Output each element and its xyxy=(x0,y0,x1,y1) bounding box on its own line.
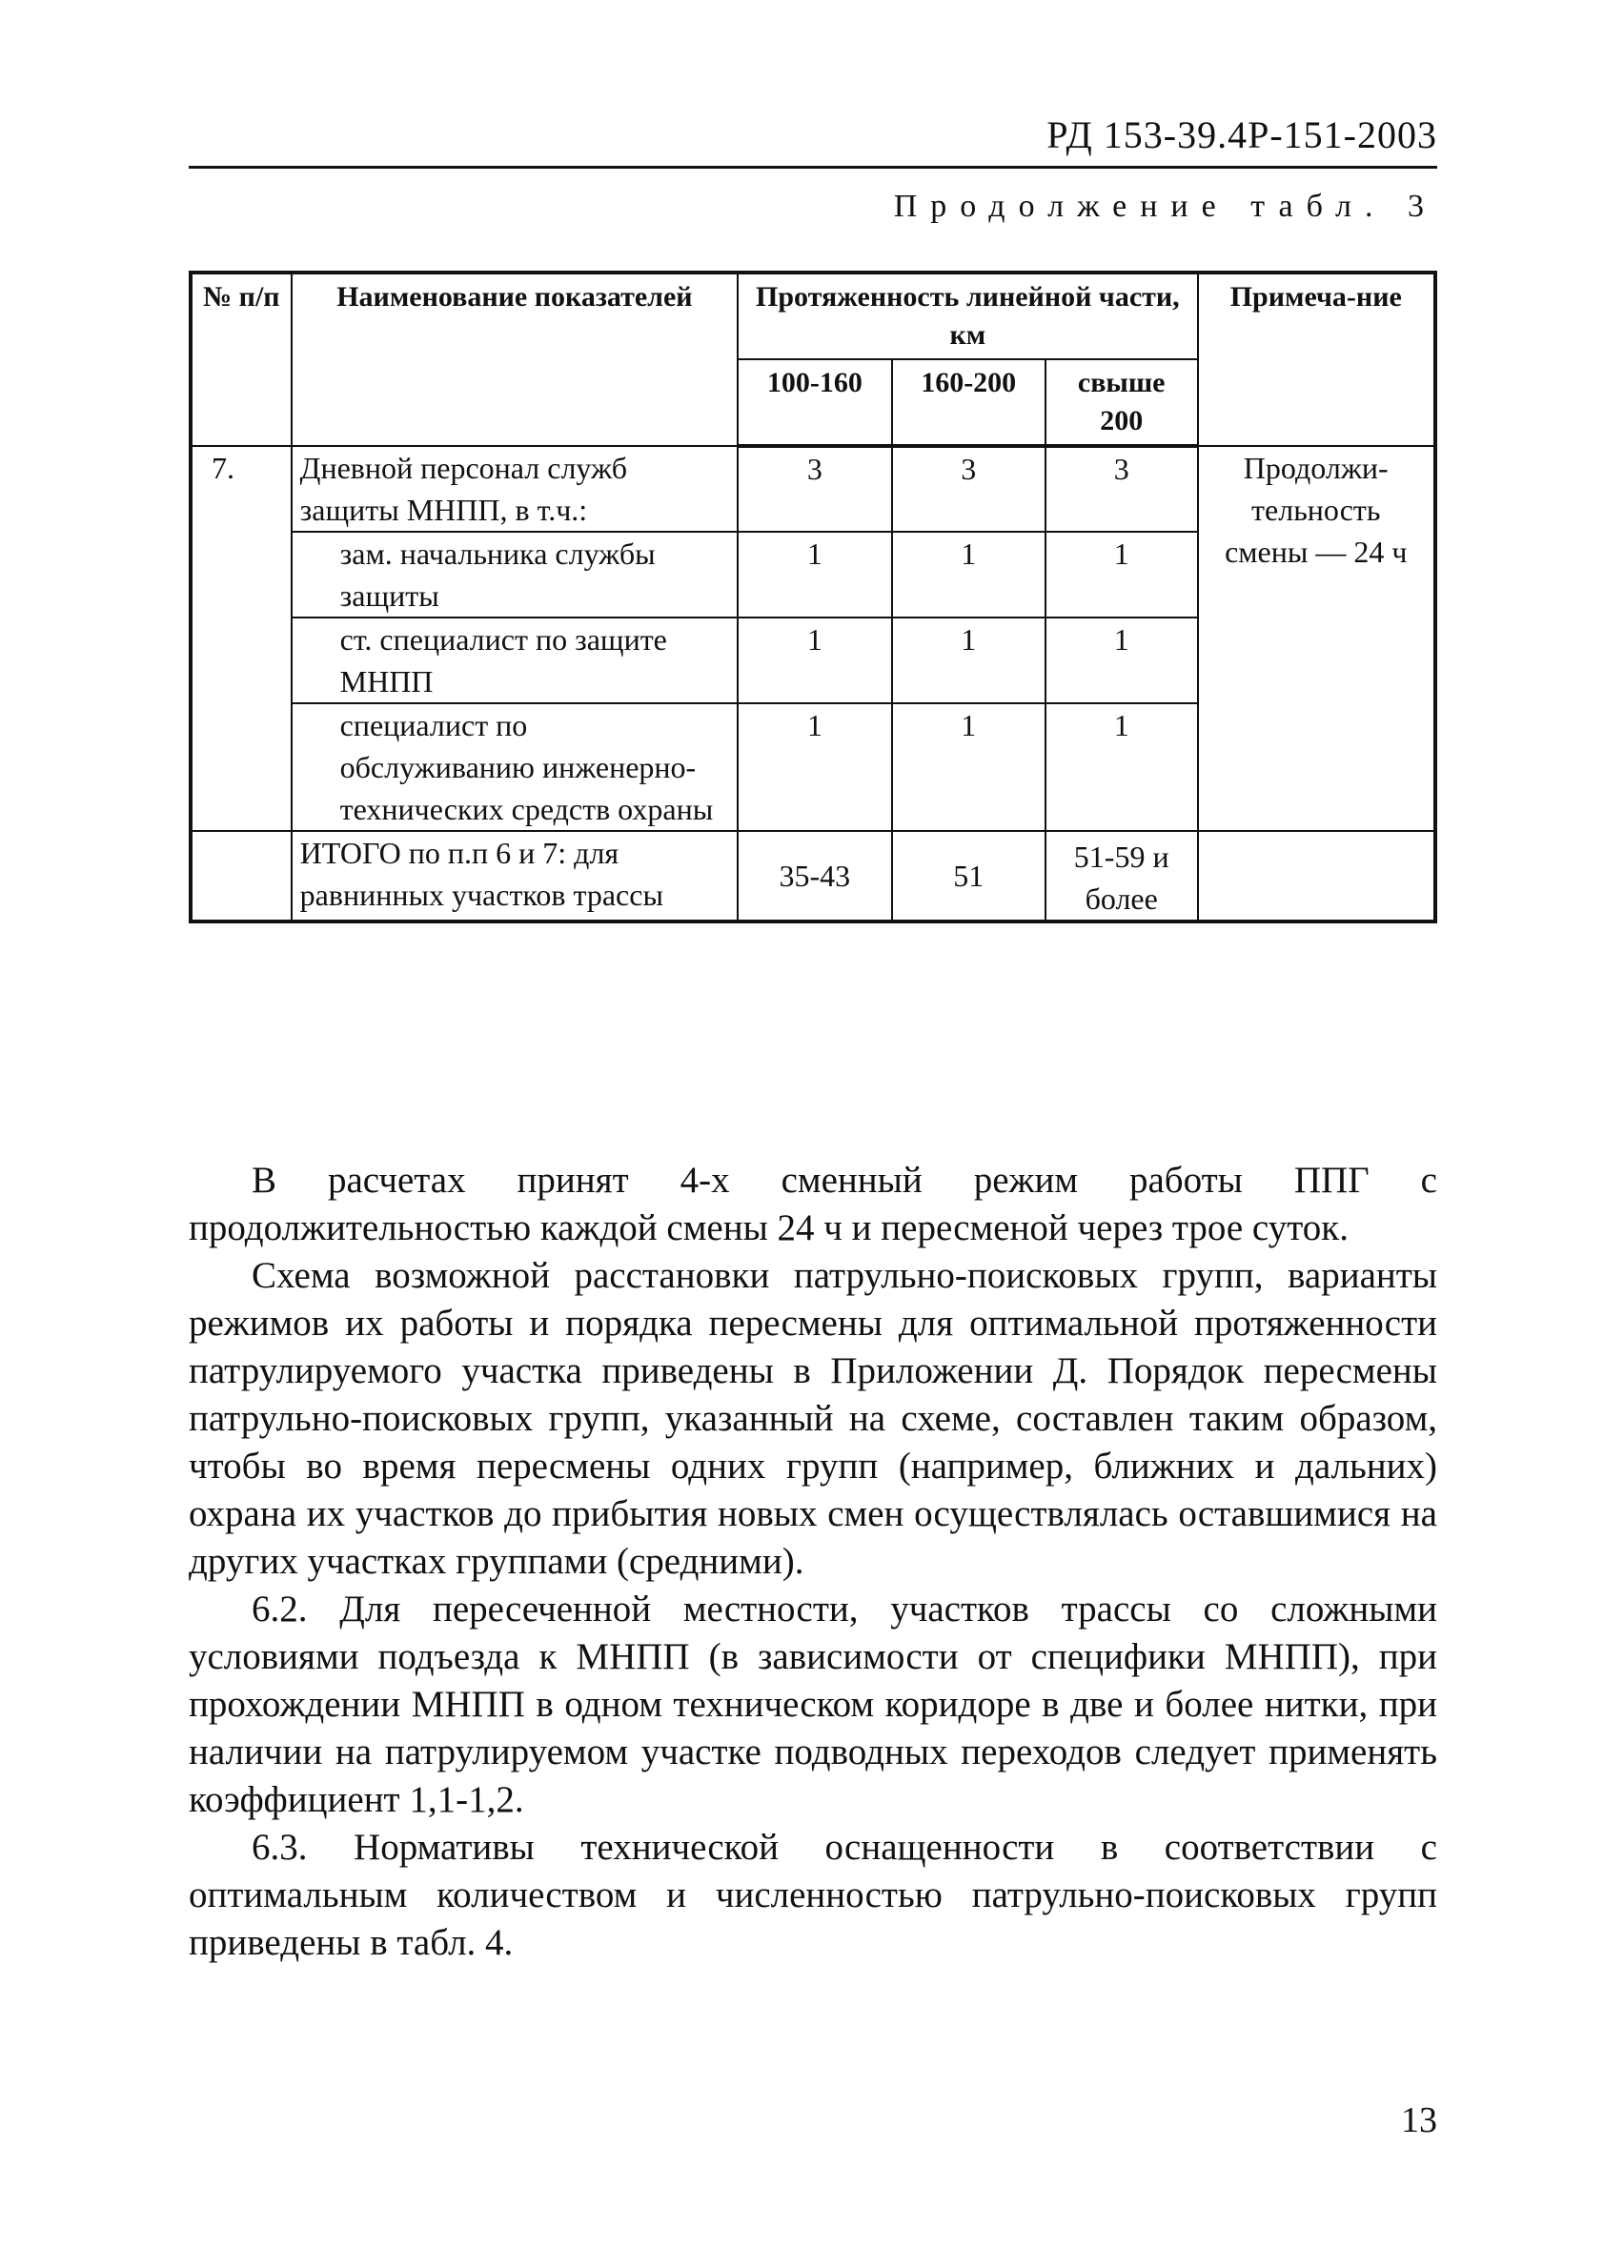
cell-value: 1 xyxy=(738,703,891,831)
cell-value: 1 xyxy=(738,532,891,618)
paragraph: 6.2. Для пересеченной местности, участков трассы со сложными условиями подъезда к МНПП (в зависимости от специфики МНПП), при прохождении МНПП в одном техническом коридоре в две и более нитки, при наличии на патрулируемом участке подводных переходов следует применять коэффициент 1,1-1,2. xyxy=(189,1589,1437,1820)
page-number: 13 xyxy=(1401,2100,1437,2140)
header-col-over-200: свыше 200 xyxy=(1045,359,1198,446)
total-label: ИТОГО по п.п 6 и 7: для равнинных участков трассы xyxy=(292,831,739,921)
paragraph: 6.3. Нормативы технической оснащенности в соответствии с оптимальным количеством и численностью патрульно-поисковых групп приведены в табл. 4. xyxy=(189,1827,1437,1963)
header-col-100-160: 100-160 xyxy=(738,359,891,446)
row-title: Дневной персонал служб защиты МНПП, в т.ч.: xyxy=(292,446,739,532)
row-number: 7. xyxy=(191,446,292,831)
sub-item-security-specialist: специалист по обслуживанию инженерно-технических средств охраны xyxy=(292,703,739,831)
cell-value: 1 xyxy=(892,703,1045,831)
row-note: Продолжи-тельность смены — 24 ч xyxy=(1198,446,1435,831)
cell-value: 51 xyxy=(892,831,1045,921)
sub-item-deputy-head: зам. начальника службы защиты xyxy=(292,532,739,618)
body-text xyxy=(189,1157,1437,1967)
row-number xyxy=(191,831,292,921)
paragraph: В расчетах принят 4-х сменный режим работы ППГ с продолжительностью каждой смены 24 ч и пересменой через трое суток. xyxy=(189,1160,1437,1248)
cell-value: 3 xyxy=(892,446,1045,532)
staff-table xyxy=(189,271,1437,923)
header-length: Протяженность линейной части, км xyxy=(738,273,1197,359)
cell-value: 1 xyxy=(1045,532,1198,618)
header-num: № п/п xyxy=(191,273,292,446)
document-code: РД 153-39.4Р-151-2003 xyxy=(1046,113,1437,156)
cell-value: 35-43 xyxy=(738,831,891,921)
table-row xyxy=(191,446,1435,532)
table-row-total xyxy=(191,831,1435,921)
cell-value: 1 xyxy=(738,618,891,703)
sub-item-senior-specialist: ст. специалист по защите МНПП xyxy=(292,618,739,703)
header-name: Наименование показателей xyxy=(292,273,739,446)
cell-value: 1 xyxy=(1045,618,1198,703)
cell-value: 1 xyxy=(1045,703,1198,831)
paragraph: Схема возможной расстановки патрульно-поисковых групп, варианты режимов их работы и порядка пересмены для оптимальной протяженности патрулируемого участка приведены в Приложении Д. Порядок пересмены патрульно-поисковых групп, указанный на схеме, составлен таким образом, чтобы во время пересмены одних групп (например, ближних и дальних) охрана их участков до прибытия новых смен осуществлялась оставшимися на других участках группами (средними). xyxy=(189,1255,1437,1582)
table-continuation-label: Продолжение табл. 3 xyxy=(893,189,1437,224)
header-rule xyxy=(189,166,1437,169)
header-col-160-200: 160-200 xyxy=(892,359,1045,446)
header-note: Примеча-ние xyxy=(1198,273,1435,446)
cell-value: 1 xyxy=(892,532,1045,618)
cell-value: 3 xyxy=(738,446,891,532)
cell-value: 1 xyxy=(892,618,1045,703)
cell-value: 51-59 и более xyxy=(1045,831,1198,921)
row-note xyxy=(1198,831,1435,921)
cell-value: 3 xyxy=(1045,446,1198,532)
